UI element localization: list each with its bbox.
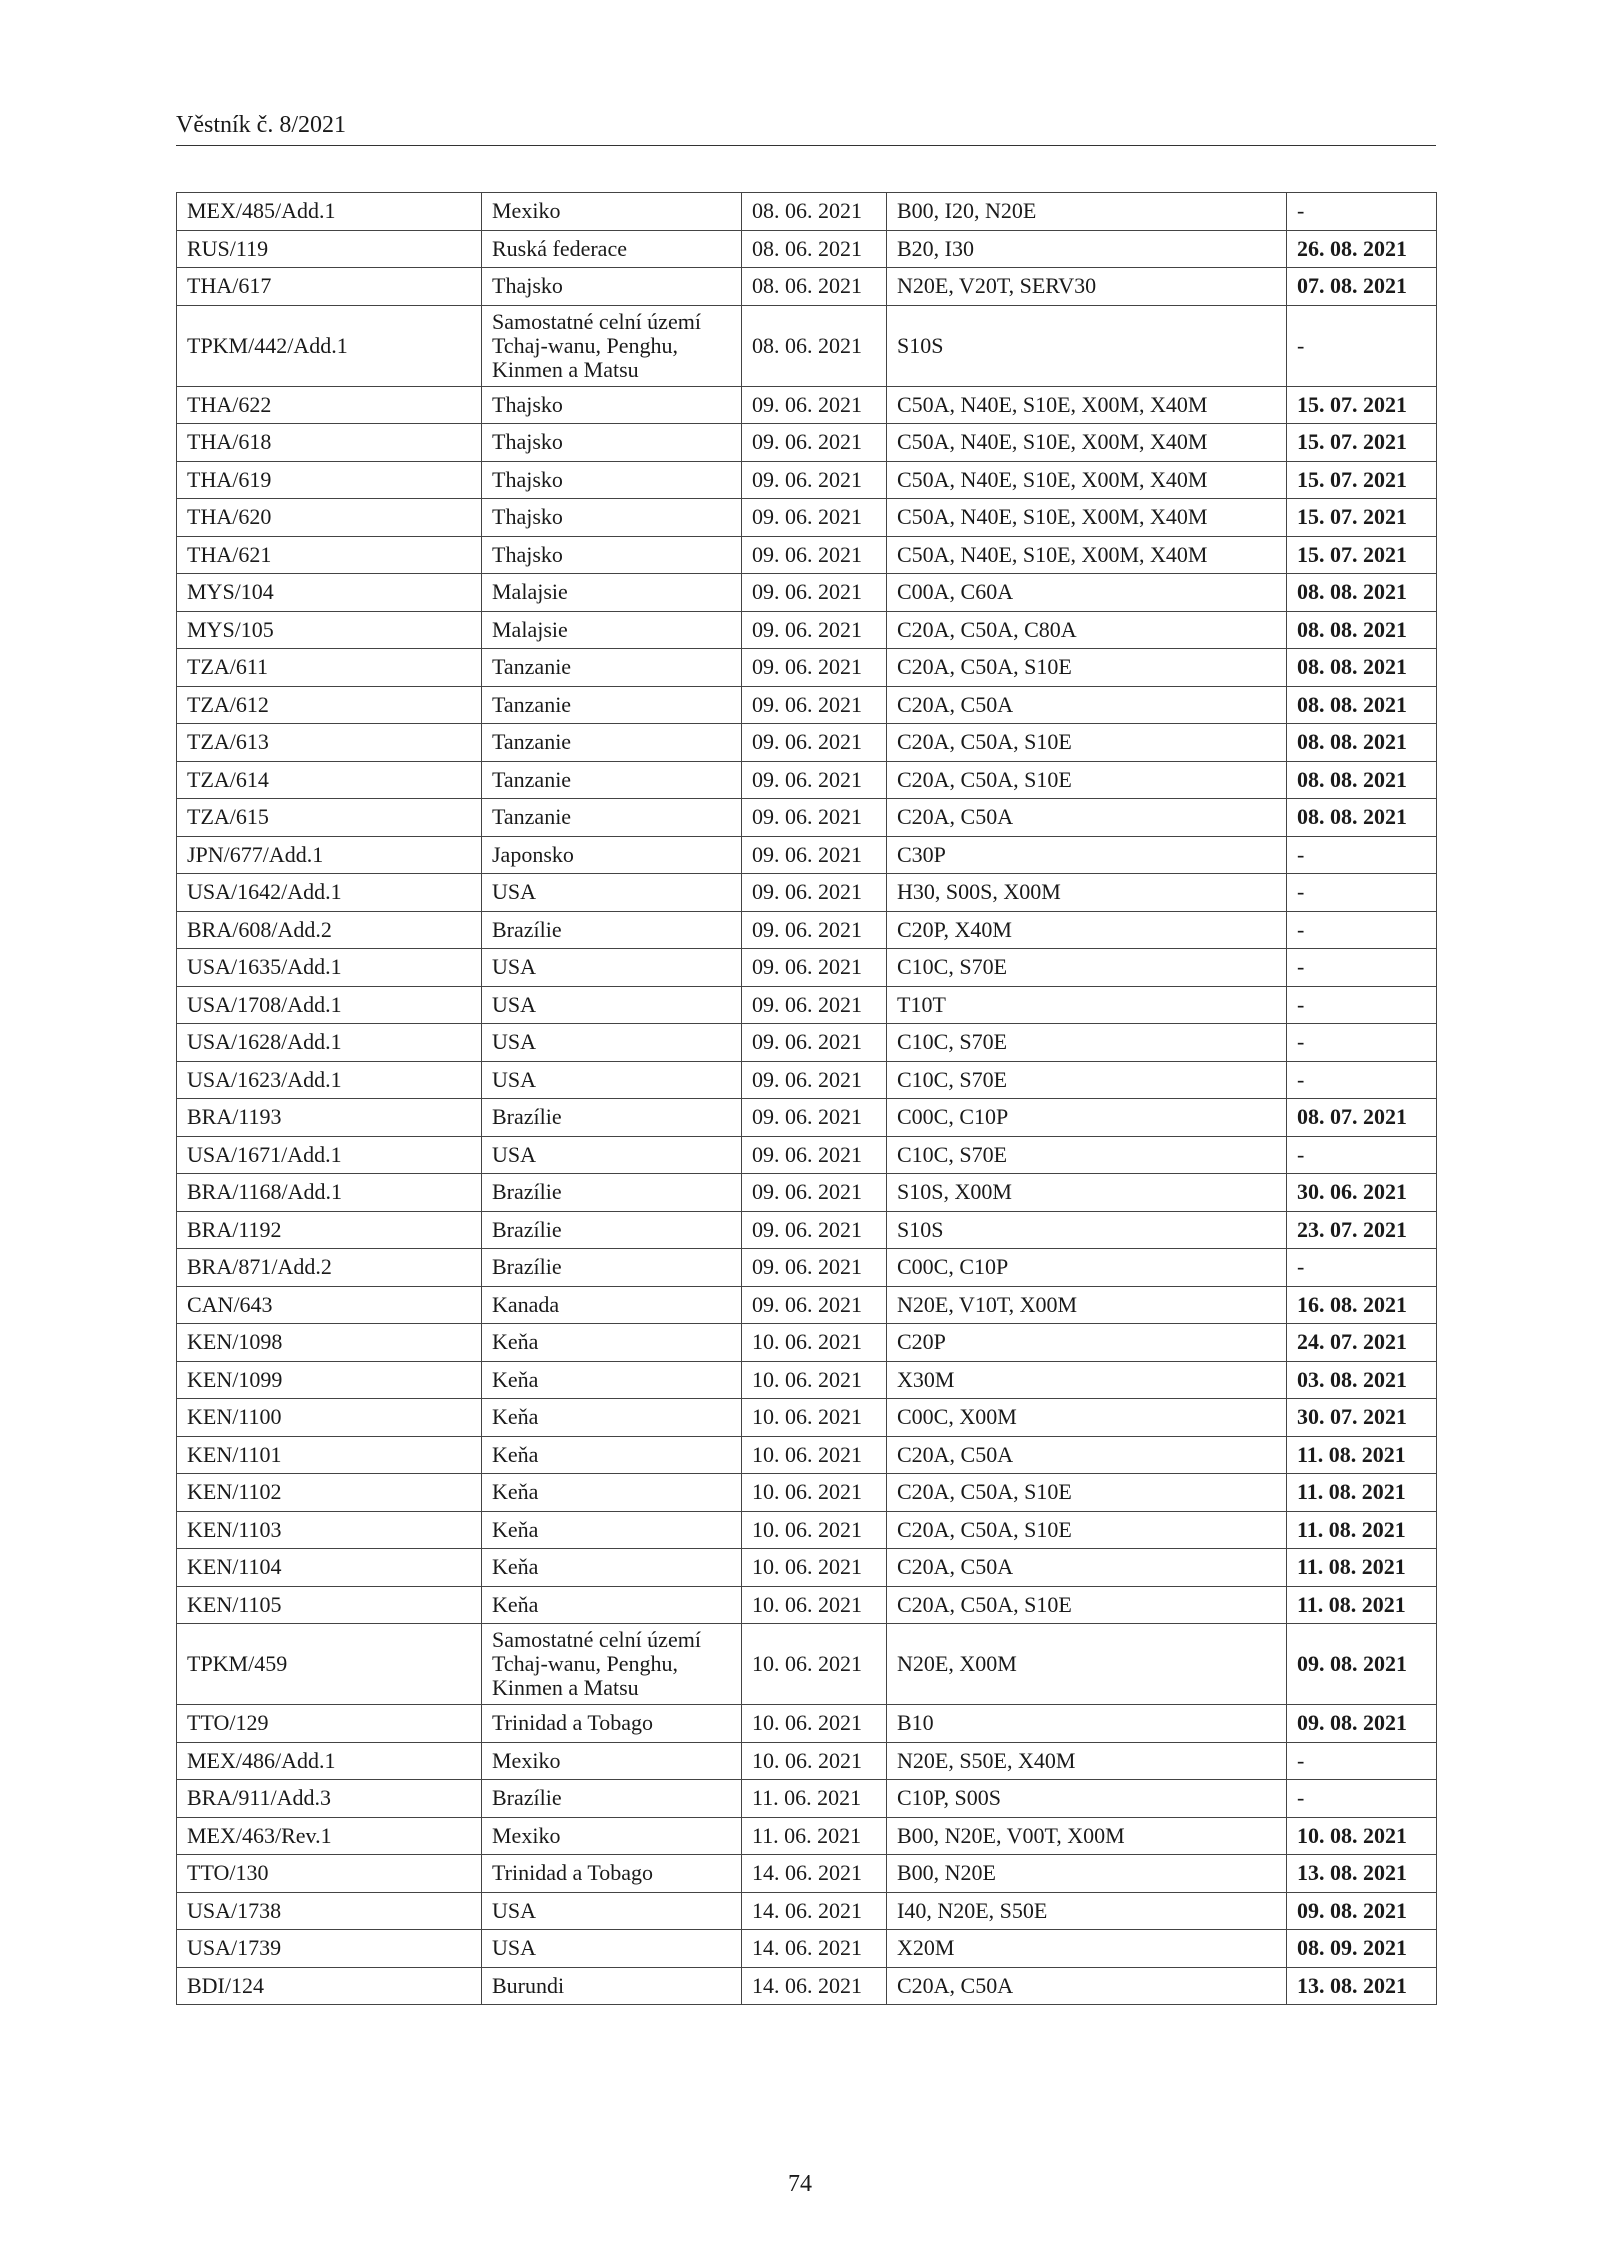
cell-date: 09. 06. 2021 [742, 1136, 887, 1174]
cell-symbol: THA/620 [177, 499, 482, 537]
cell-symbol: KEN/1101 [177, 1436, 482, 1474]
cell-country: Brazílie [482, 911, 742, 949]
page-header-title: Věstník č. 8/2021 [176, 112, 346, 138]
cell-country: Thajsko [482, 461, 742, 499]
cell-symbol: RUS/119 [177, 230, 482, 268]
cell-symbol: MEX/485/Add.1 [177, 193, 482, 231]
cell-codes: C20A, C50A, C80A [887, 611, 1287, 649]
cell-date: 09. 06. 2021 [742, 874, 887, 912]
cell-deadline: - [1287, 193, 1437, 231]
cell-deadline: 11. 08. 2021 [1287, 1436, 1437, 1474]
cell-deadline: - [1287, 986, 1437, 1024]
table-row [177, 1930, 1437, 1968]
cell-country: Keňa [482, 1511, 742, 1549]
cell-codes: C20A, C50A [887, 1967, 1287, 2005]
table-row [177, 1742, 1437, 1780]
cell-deadline: 08. 09. 2021 [1287, 1930, 1437, 1968]
table-row [177, 499, 1437, 537]
cell-date: 10. 06. 2021 [742, 1361, 887, 1399]
cell-country: Keňa [482, 1436, 742, 1474]
cell-symbol: KEN/1100 [177, 1399, 482, 1437]
cell-deadline: 16. 08. 2021 [1287, 1286, 1437, 1324]
cell-symbol: USA/1739 [177, 1930, 482, 1968]
table-row [177, 1061, 1437, 1099]
table-row [177, 1286, 1437, 1324]
cell-date: 09. 06. 2021 [742, 761, 887, 799]
table-row [177, 1436, 1437, 1474]
cell-country: Brazílie [482, 1249, 742, 1287]
cell-codes: C00A, C60A [887, 574, 1287, 612]
cell-date: 09. 06. 2021 [742, 386, 887, 424]
cell-date: 11. 06. 2021 [742, 1817, 887, 1855]
cell-country: USA [482, 1892, 742, 1930]
cell-symbol: USA/1671/Add.1 [177, 1136, 482, 1174]
table-row [177, 230, 1437, 268]
cell-date: 10. 06. 2021 [742, 1549, 887, 1587]
page-number: 74 [788, 2171, 812, 2197]
cell-deadline: 24. 07. 2021 [1287, 1324, 1437, 1362]
cell-deadline: 11. 08. 2021 [1287, 1474, 1437, 1512]
cell-codes: N20E, V20T, SERV30 [887, 268, 1287, 306]
cell-date: 09. 06. 2021 [742, 1249, 887, 1287]
table-row [177, 1705, 1437, 1743]
cell-country: Ruská federace [482, 230, 742, 268]
cell-date: 09. 06. 2021 [742, 911, 887, 949]
table-row [177, 268, 1437, 306]
cell-codes: X20M [887, 1930, 1287, 1968]
cell-codes: C50A, N40E, S10E, X00M, X40M [887, 461, 1287, 499]
table-row [177, 424, 1437, 462]
table-body [177, 193, 1437, 2005]
cell-symbol: THA/619 [177, 461, 482, 499]
cell-deadline: - [1287, 1780, 1437, 1818]
table-row [177, 1855, 1437, 1893]
cell-country: Brazílie [482, 1099, 742, 1137]
cell-deadline: 08. 08. 2021 [1287, 574, 1437, 612]
cell-date: 09. 06. 2021 [742, 499, 887, 537]
cell-country: USA [482, 1136, 742, 1174]
cell-codes: C20A, C50A, S10E [887, 1511, 1287, 1549]
cell-deadline: 09. 08. 2021 [1287, 1705, 1437, 1743]
cell-deadline: - [1287, 1136, 1437, 1174]
cell-deadline: - [1287, 1061, 1437, 1099]
table-row [177, 761, 1437, 799]
table-row [177, 1967, 1437, 2005]
cell-country: USA [482, 1061, 742, 1099]
cell-date: 09. 06. 2021 [742, 724, 887, 762]
cell-symbol: USA/1738 [177, 1892, 482, 1930]
cell-country: Brazílie [482, 1174, 742, 1212]
cell-date: 08. 06. 2021 [742, 268, 887, 306]
cell-date: 14. 06. 2021 [742, 1930, 887, 1968]
cell-symbol: THA/621 [177, 536, 482, 574]
cell-codes: C10P, S00S [887, 1780, 1287, 1818]
cell-symbol: KEN/1104 [177, 1549, 482, 1587]
cell-symbol: TTO/129 [177, 1705, 482, 1743]
cell-deadline: 09. 08. 2021 [1287, 1892, 1437, 1930]
cell-date: 08. 06. 2021 [742, 305, 887, 386]
cell-codes: C30P [887, 836, 1287, 874]
cell-symbol: KEN/1105 [177, 1586, 482, 1624]
cell-codes: B00, I20, N20E [887, 193, 1287, 231]
cell-date: 10. 06. 2021 [742, 1705, 887, 1743]
cell-country: Brazílie [482, 1780, 742, 1818]
table-row [177, 799, 1437, 837]
cell-deadline: - [1287, 874, 1437, 912]
cell-deadline: 30. 06. 2021 [1287, 1174, 1437, 1212]
cell-date: 10. 06. 2021 [742, 1586, 887, 1624]
cell-date: 09. 06. 2021 [742, 649, 887, 687]
cell-codes: N20E, V10T, X00M [887, 1286, 1287, 1324]
cell-codes: C00C, C10P [887, 1249, 1287, 1287]
cell-deadline: 13. 08. 2021 [1287, 1855, 1437, 1893]
table-row [177, 874, 1437, 912]
cell-symbol: MEX/463/Rev.1 [177, 1817, 482, 1855]
cell-country: Samostatné celní území Tchaj-wanu, Penghu, Kinmen a Matsu [482, 1624, 742, 1705]
cell-codes: C00C, C10P [887, 1099, 1287, 1137]
cell-deadline: 08. 07. 2021 [1287, 1099, 1437, 1137]
cell-deadline: - [1287, 1024, 1437, 1062]
cell-codes: C20A, C50A, S10E [887, 1586, 1287, 1624]
table-row [177, 986, 1437, 1024]
cell-symbol: USA/1708/Add.1 [177, 986, 482, 1024]
table-row [177, 1586, 1437, 1624]
cell-date: 09. 06. 2021 [742, 424, 887, 462]
cell-deadline: 10. 08. 2021 [1287, 1817, 1437, 1855]
cell-symbol: THA/622 [177, 386, 482, 424]
cell-country: Tanzanie [482, 686, 742, 724]
cell-symbol: BRA/911/Add.3 [177, 1780, 482, 1818]
cell-country: Keňa [482, 1586, 742, 1624]
cell-date: 09. 06. 2021 [742, 686, 887, 724]
cell-date: 09. 06. 2021 [742, 461, 887, 499]
cell-codes: C10C, S70E [887, 1136, 1287, 1174]
table-row [177, 461, 1437, 499]
cell-codes: C20A, C50A, S10E [887, 1474, 1287, 1512]
cell-country: Burundi [482, 1967, 742, 2005]
cell-country: Keňa [482, 1324, 742, 1362]
table-row [177, 724, 1437, 762]
cell-codes: C50A, N40E, S10E, X00M, X40M [887, 499, 1287, 537]
cell-codes: C20A, C50A, S10E [887, 649, 1287, 687]
cell-country: USA [482, 986, 742, 1024]
cell-codes: I40, N20E, S50E [887, 1892, 1287, 1930]
table-row [177, 1361, 1437, 1399]
cell-date: 09. 06. 2021 [742, 949, 887, 987]
cell-country: Samostatné celní území Tchaj-wanu, Penghu, Kinmen a Matsu [482, 305, 742, 386]
cell-codes: T10T [887, 986, 1287, 1024]
cell-country: Trinidad a Tobago [482, 1705, 742, 1743]
cell-deadline: - [1287, 1249, 1437, 1287]
cell-deadline: 07. 08. 2021 [1287, 268, 1437, 306]
cell-date: 09. 06. 2021 [742, 1061, 887, 1099]
cell-deadline: 26. 08. 2021 [1287, 230, 1437, 268]
cell-deadline: 08. 08. 2021 [1287, 761, 1437, 799]
cell-country: Tanzanie [482, 649, 742, 687]
cell-symbol: BRA/1168/Add.1 [177, 1174, 482, 1212]
cell-codes: C10C, S70E [887, 1061, 1287, 1099]
cell-date: 08. 06. 2021 [742, 193, 887, 231]
cell-date: 09. 06. 2021 [742, 1211, 887, 1249]
cell-deadline: 11. 08. 2021 [1287, 1549, 1437, 1587]
cell-codes: C20P, X40M [887, 911, 1287, 949]
cell-country: Mexiko [482, 1742, 742, 1780]
cell-date: 09. 06. 2021 [742, 611, 887, 649]
cell-codes: S10S [887, 1211, 1287, 1249]
cell-symbol: TZA/614 [177, 761, 482, 799]
table-row [177, 1211, 1437, 1249]
cell-deadline: - [1287, 949, 1437, 987]
table-row [177, 305, 1437, 386]
cell-date: 10. 06. 2021 [742, 1324, 887, 1362]
cell-deadline: 15. 07. 2021 [1287, 386, 1437, 424]
cell-symbol: TZA/615 [177, 799, 482, 837]
cell-symbol: BDI/124 [177, 1967, 482, 2005]
table-row [177, 1399, 1437, 1437]
cell-date: 14. 06. 2021 [742, 1855, 887, 1893]
header-divider [176, 145, 1436, 146]
cell-deadline: 15. 07. 2021 [1287, 424, 1437, 462]
table-row [177, 1324, 1437, 1362]
table-row [177, 611, 1437, 649]
cell-date: 10. 06. 2021 [742, 1624, 887, 1705]
cell-symbol: BRA/871/Add.2 [177, 1249, 482, 1287]
cell-country: Thajsko [482, 386, 742, 424]
cell-symbol: USA/1635/Add.1 [177, 949, 482, 987]
cell-codes: C00C, X00M [887, 1399, 1287, 1437]
table-row [177, 1624, 1437, 1705]
cell-symbol: KEN/1103 [177, 1511, 482, 1549]
cell-country: USA [482, 1024, 742, 1062]
cell-country: Trinidad a Tobago [482, 1855, 742, 1893]
cell-codes: C20A, C50A [887, 1436, 1287, 1474]
cell-date: 10. 06. 2021 [742, 1436, 887, 1474]
cell-deadline: - [1287, 836, 1437, 874]
table-row [177, 836, 1437, 874]
cell-symbol: BRA/608/Add.2 [177, 911, 482, 949]
cell-codes: C10C, S70E [887, 949, 1287, 987]
cell-country: Tanzanie [482, 761, 742, 799]
cell-deadline: 08. 08. 2021 [1287, 611, 1437, 649]
cell-codes: X30M [887, 1361, 1287, 1399]
cell-date: 09. 06. 2021 [742, 986, 887, 1024]
cell-date: 09. 06. 2021 [742, 1099, 887, 1137]
cell-country: USA [482, 949, 742, 987]
cell-symbol: USA/1628/Add.1 [177, 1024, 482, 1062]
cell-country: USA [482, 1930, 742, 1968]
cell-country: Mexiko [482, 193, 742, 231]
cell-country: Tanzanie [482, 799, 742, 837]
cell-deadline: - [1287, 1742, 1437, 1780]
cell-date: 10. 06. 2021 [742, 1399, 887, 1437]
cell-codes: C20A, C50A, S10E [887, 724, 1287, 762]
cell-deadline: 15. 07. 2021 [1287, 499, 1437, 537]
cell-country: Thajsko [482, 424, 742, 462]
cell-symbol: TPKM/442/Add.1 [177, 305, 482, 386]
cell-date: 09. 06. 2021 [742, 536, 887, 574]
cell-deadline: 15. 07. 2021 [1287, 461, 1437, 499]
cell-symbol: KEN/1102 [177, 1474, 482, 1512]
table-row [177, 1249, 1437, 1287]
cell-codes: B10 [887, 1705, 1287, 1743]
cell-symbol: TZA/611 [177, 649, 482, 687]
table-row [177, 1136, 1437, 1174]
cell-codes: N20E, S50E, X40M [887, 1742, 1287, 1780]
cell-codes: C50A, N40E, S10E, X00M, X40M [887, 386, 1287, 424]
cell-country: Tanzanie [482, 724, 742, 762]
cell-date: 14. 06. 2021 [742, 1967, 887, 2005]
cell-deadline: 11. 08. 2021 [1287, 1586, 1437, 1624]
cell-country: Thajsko [482, 536, 742, 574]
cell-symbol: BRA/1192 [177, 1211, 482, 1249]
cell-codes: B00, N20E, V00T, X00M [887, 1817, 1287, 1855]
table-row [177, 386, 1437, 424]
table-row [177, 574, 1437, 612]
cell-symbol: KEN/1098 [177, 1324, 482, 1362]
cell-date: 09. 06. 2021 [742, 1024, 887, 1062]
cell-symbol: KEN/1099 [177, 1361, 482, 1399]
cell-codes: C10C, S70E [887, 1024, 1287, 1062]
cell-deadline: 13. 08. 2021 [1287, 1967, 1437, 2005]
cell-country: Mexiko [482, 1817, 742, 1855]
cell-deadline: 08. 08. 2021 [1287, 724, 1437, 762]
cell-codes: N20E, X00M [887, 1624, 1287, 1705]
cell-date: 09. 06. 2021 [742, 1174, 887, 1212]
table-row [177, 649, 1437, 687]
cell-country: Kanada [482, 1286, 742, 1324]
table-row [177, 1892, 1437, 1930]
cell-country: Keňa [482, 1361, 742, 1399]
cell-codes: C20P [887, 1324, 1287, 1362]
cell-country: Brazílie [482, 1211, 742, 1249]
cell-date: 14. 06. 2021 [742, 1892, 887, 1930]
cell-date: 09. 06. 2021 [742, 1286, 887, 1324]
table-row [177, 686, 1437, 724]
cell-symbol: MEX/486/Add.1 [177, 1742, 482, 1780]
cell-codes: C50A, N40E, S10E, X00M, X40M [887, 424, 1287, 462]
table-row [177, 911, 1437, 949]
cell-date: 08. 06. 2021 [742, 230, 887, 268]
table-row [177, 1099, 1437, 1137]
cell-symbol: BRA/1193 [177, 1099, 482, 1137]
cell-codes: H30, S00S, X00M [887, 874, 1287, 912]
cell-date: 10. 06. 2021 [742, 1474, 887, 1512]
cell-country: Thajsko [482, 268, 742, 306]
table-row [177, 1174, 1437, 1212]
cell-deadline: - [1287, 305, 1437, 386]
notification-table [176, 192, 1437, 2005]
cell-symbol: TTO/130 [177, 1855, 482, 1893]
cell-codes: C20A, C50A [887, 799, 1287, 837]
table-row [177, 1549, 1437, 1587]
cell-date: 10. 06. 2021 [742, 1511, 887, 1549]
cell-symbol: USA/1642/Add.1 [177, 874, 482, 912]
cell-date: 11. 06. 2021 [742, 1780, 887, 1818]
cell-symbol: TPKM/459 [177, 1624, 482, 1705]
cell-country: Keňa [482, 1474, 742, 1512]
cell-deadline: 11. 08. 2021 [1287, 1511, 1437, 1549]
table-row [177, 1780, 1437, 1818]
cell-deadline: - [1287, 911, 1437, 949]
cell-country: USA [482, 874, 742, 912]
cell-symbol: THA/618 [177, 424, 482, 462]
cell-codes: S10S [887, 305, 1287, 386]
cell-deadline: 30. 07. 2021 [1287, 1399, 1437, 1437]
table-row [177, 536, 1437, 574]
cell-country: Malajsie [482, 611, 742, 649]
cell-symbol: USA/1623/Add.1 [177, 1061, 482, 1099]
cell-symbol: TZA/612 [177, 686, 482, 724]
cell-date: 09. 06. 2021 [742, 799, 887, 837]
cell-symbol: JPN/677/Add.1 [177, 836, 482, 874]
cell-codes: C20A, C50A, S10E [887, 761, 1287, 799]
table-row [177, 1511, 1437, 1549]
table-row [177, 193, 1437, 231]
cell-country: Keňa [482, 1549, 742, 1587]
cell-country: Japonsko [482, 836, 742, 874]
cell-codes: B20, I30 [887, 230, 1287, 268]
cell-country: Keňa [482, 1399, 742, 1437]
cell-deadline: 08. 08. 2021 [1287, 649, 1437, 687]
cell-deadline: 03. 08. 2021 [1287, 1361, 1437, 1399]
cell-codes: B00, N20E [887, 1855, 1287, 1893]
table-row [177, 1474, 1437, 1512]
cell-deadline: 09. 08. 2021 [1287, 1624, 1437, 1705]
table-row [177, 949, 1437, 987]
cell-date: 10. 06. 2021 [742, 1742, 887, 1780]
cell-date: 09. 06. 2021 [742, 836, 887, 874]
cell-deadline: 23. 07. 2021 [1287, 1211, 1437, 1249]
cell-codes: C20A, C50A [887, 686, 1287, 724]
cell-symbol: THA/617 [177, 268, 482, 306]
cell-codes: C50A, N40E, S10E, X00M, X40M [887, 536, 1287, 574]
cell-symbol: TZA/613 [177, 724, 482, 762]
cell-codes: C20A, C50A [887, 1549, 1287, 1587]
table-row [177, 1024, 1437, 1062]
cell-deadline: 08. 08. 2021 [1287, 686, 1437, 724]
table-row [177, 1817, 1437, 1855]
cell-country: Malajsie [482, 574, 742, 612]
cell-deadline: 08. 08. 2021 [1287, 799, 1437, 837]
cell-country: Thajsko [482, 499, 742, 537]
cell-symbol: MYS/105 [177, 611, 482, 649]
cell-symbol: CAN/643 [177, 1286, 482, 1324]
cell-deadline: 15. 07. 2021 [1287, 536, 1437, 574]
cell-symbol: MYS/104 [177, 574, 482, 612]
cell-codes: S10S, X00M [887, 1174, 1287, 1212]
cell-date: 09. 06. 2021 [742, 574, 887, 612]
